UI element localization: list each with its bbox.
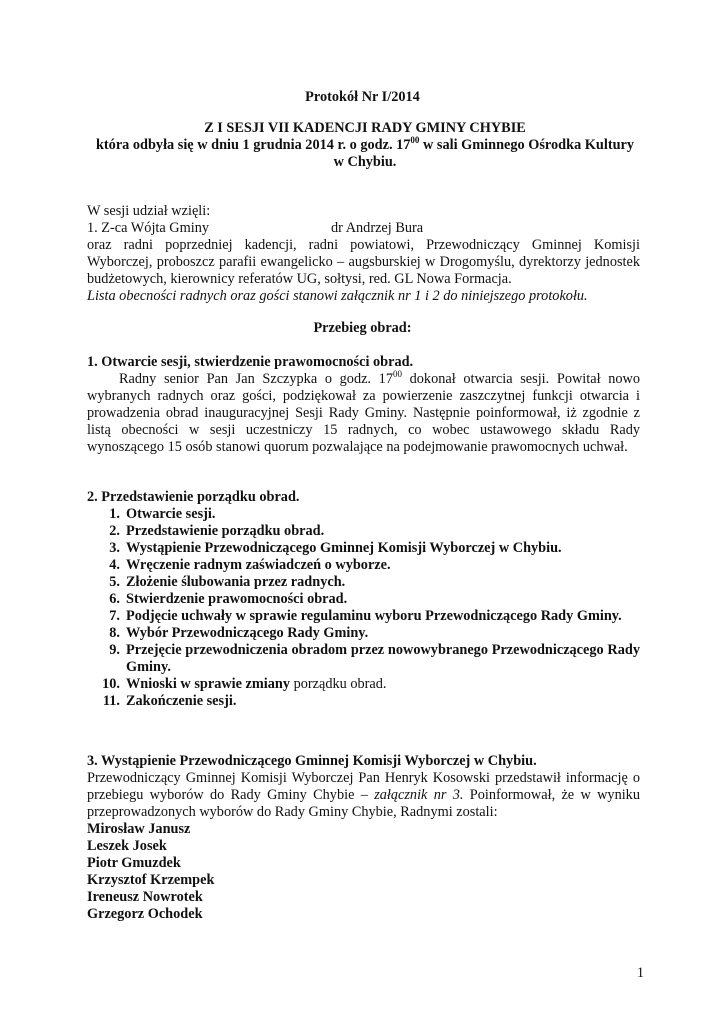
section-2 — [87, 489, 640, 710]
attendance-note: Lista obecności radnych oraz gości stanowi załącznik nr 1 i 2 do niniejszego protokołu. — [87, 288, 588, 304]
agenda-list — [87, 506, 640, 710]
councillor-names — [87, 821, 640, 923]
session-header-line2: która odbyła się w dniu 1 grudnia 2014 r. o godz. $17^{00}$ w sali Gminnego Ośrodka Kultury — [95, 135, 635, 153]
section-1-text: Radny senior Pan Jan Szczypka o godz. $17^{00}$ dokonał otwarcia sesji. Powitał nowo wybranych radnych oraz gości, podziękował za powierzenie zaszczytnej funkcji otwarcia i prowadzenia obrad inauguracyjnej Sesji Rady Gminy. Następnie poinformował, iż zgodnie z listą obecności w sesji uczestniczy 15 radnych, co wobec ustawowego składu Rady wynoszącego 15 osób stanowi quorum pozwalające na podejmowanie prawomocnych uchwał. — [87, 369, 640, 455]
section-3-title: 3. Wystąpienie Przewodniczącego Gminnej Komisji Wyborczej w Chybiu. — [87, 753, 537, 769]
attendance-row-label: 1. Z-ca Wójta Gminy — [87, 220, 210, 236]
councillor-name: Piotr Gmuzdek — [87, 855, 181, 871]
agenda-item: 11. Zakończenie sesji. — [102, 693, 237, 709]
councillor-name: Leszek Josek — [87, 838, 167, 854]
councillor-name: Krzysztof Krzempek — [87, 872, 215, 888]
attendance-heading: W sesji udział wzięli: — [87, 203, 211, 219]
agenda-item: 1. Otwarcie sesji. — [109, 506, 216, 522]
attendance-row — [87, 220, 640, 237]
councillor-name: Ireneusz Nowrotek — [87, 889, 203, 905]
attendance-text: oraz radni poprzedniej kadencji, radni powiatowi, Przewodniczący Gminnej Komisji Wyborczej, proboszcz parafii ewangelicko – augsburskiej w Drogomyślu, dyrektorzy jednostek budżetowych, kierownicy referatów UG, sołtysi, red. GL Nowa Formacja. — [87, 237, 640, 287]
councillor-name: Grzegorz Ochodek — [87, 906, 203, 922]
page-number: 1 — [636, 965, 644, 981]
session-header — [80, 120, 650, 171]
agenda-item: 6. Stwierdzenie prawomocności obrad. — [109, 591, 348, 607]
section-3-text: Przewodniczący Gminnej Komisji Wyborczej Pan Henryk Kosowski przedstawił informację o przebiegu wyborów do Rady Gminy Chybie – załącznik nr 3. Poinformował, że w wyniku przeprowadzonych wyborów do Rady Gminy Chybie, Radnymi zostali: — [87, 770, 640, 820]
session-header-line1: Z I SESJI VII KADENCJI RADY GMINY CHYBIE — [204, 120, 526, 136]
councillor-name: Mirosław Janusz — [87, 821, 191, 837]
agenda-item: 3. Wystąpienie Przewodniczącego Gminnej Komisji Wyborczej w Chybiu. — [109, 540, 562, 556]
attendance-section — [87, 203, 640, 305]
section-3 — [87, 753, 640, 923]
proceedings-title: Przebieg obrad: — [313, 320, 412, 336]
section-2-title: 2. Przedstawienie porządku obrad. — [87, 489, 300, 505]
session-header-line3: w Chybiu. — [333, 154, 397, 170]
protocol-title: Protokół Nr I/2014 — [305, 89, 420, 105]
agenda-item: 4. Wręczenie radnym zaświadczeń o wyborze. — [109, 557, 391, 573]
agenda-item: 9. Przejęcie przewodniczenia obradom przez nowowybranego Przewodniczącego Rady Gminy. — [109, 642, 640, 675]
agenda-item: 7. Podjęcie uchwały w sprawie regulaminu wyboru Przewodniczącego Rady Gminy. — [109, 608, 622, 624]
agenda-item: 8. Wybór Przewodniczącego Rady Gminy. — [109, 625, 369, 641]
section-1-title: 1. Otwarcie sesji, stwierdzenie prawomocności obrad. — [87, 354, 414, 370]
attendance-row-value: dr Andrzej Bura — [331, 220, 424, 236]
agenda-item: 2. Przedstawienie porządku obrad. — [109, 523, 325, 539]
agenda-item: 5. Złożenie ślubowania przez radnych. — [109, 574, 346, 590]
section-1 — [87, 354, 640, 456]
agenda-item: 10. Wnioski w sprawie zmiany porządku obrad. — [102, 676, 387, 692]
